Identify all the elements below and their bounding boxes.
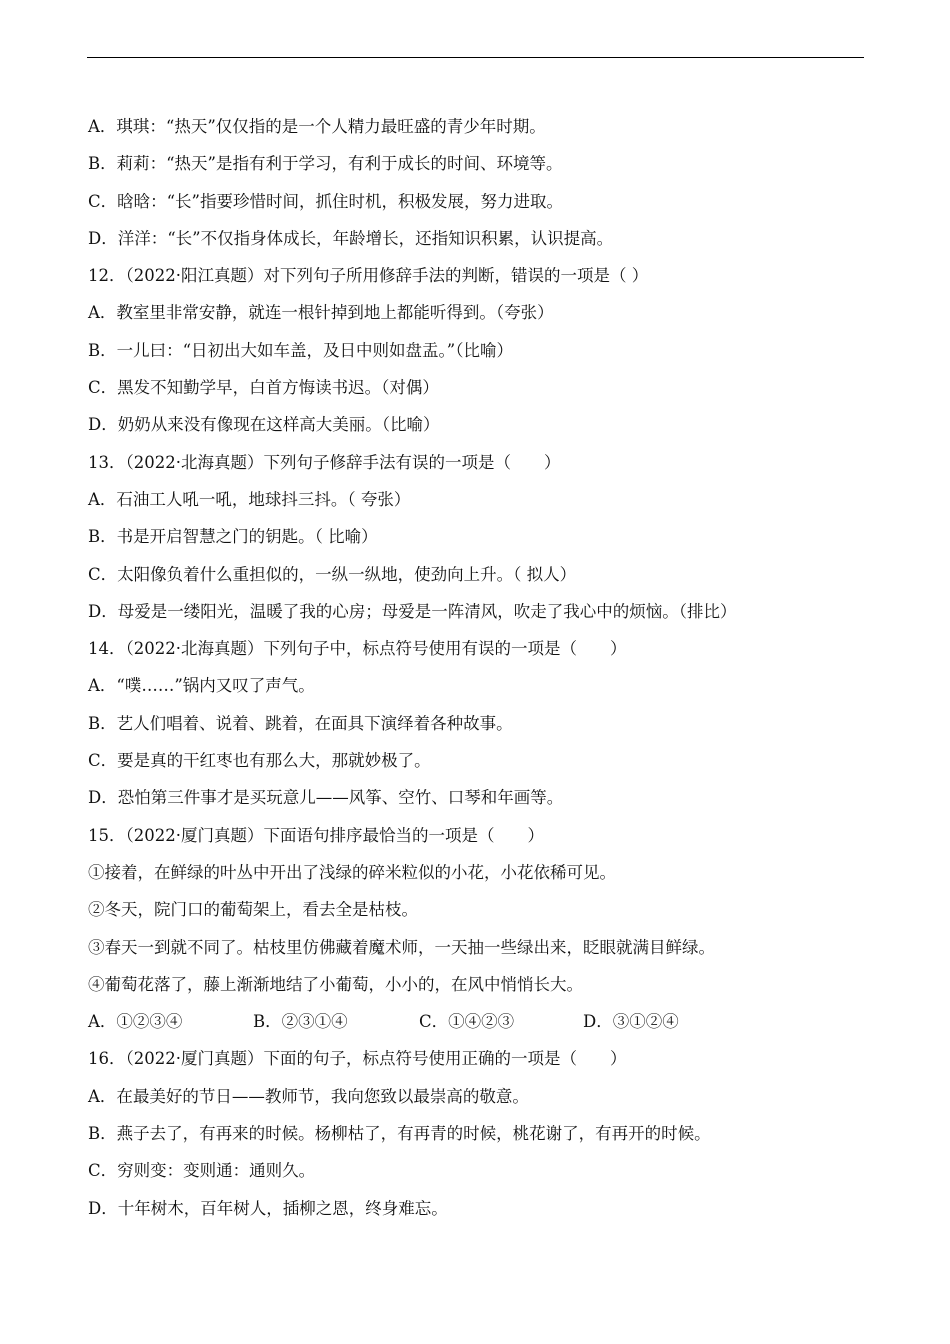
q15-options: [88, 1007, 878, 1044]
q15-option-c: C．①④②③: [419, 1012, 515, 1032]
q15-option-b: B．②③①④: [253, 1012, 348, 1032]
q16-option-c: C．穷则变：变则通：通则久。: [88, 1161, 316, 1181]
q15-option-d: D．③①②④: [583, 1012, 679, 1032]
q14-option-d: D．恐怕第三件事才是买玩意儿——风筝、空竹、口琴和年画等。: [88, 788, 564, 808]
q14-option-a: A．“噗……”锅内又叹了声气。: [88, 676, 315, 696]
q14-option-b: B．艺人们唱着、说着、跳着，在面具下演绎着各种故事。: [88, 713, 513, 733]
q12-option-a: A．教室里非常安静，就连一根针掉到地上都能听得到。（夸张）: [88, 303, 554, 323]
q12-stem: 12．（2022·阳江真题）对下列句子所用修辞手法的判断，错误的一项是（ ）: [88, 266, 649, 286]
q13-option-a: A．石油工人吼一吼，地球抖三抖。（ 夸张）: [88, 489, 411, 509]
q16-option-d: D．十年树木，百年树人，插柳之恩，终身难忘。: [88, 1198, 448, 1218]
q13-option-b: B．书是开启智慧之门的钥匙。（ 比喻）: [88, 527, 378, 547]
q11-option-c: C．晗晗：“长”指要珍惜时间，抓住时机，积极发展，努力进取。: [88, 191, 563, 211]
q12-option-d: D．奶奶从来没有像现在这样高大美丽。（比喻）: [88, 415, 440, 435]
q13-option-c: C．太阳像负着什么重担似的，一纵一纵地，使劲向上升。（ 拟人）: [88, 564, 577, 584]
q15-sentence-2: ②冬天，院门口的葡萄架上，看去全是枯枝。: [88, 900, 418, 920]
q11-option-d: D．洋洋：“长”不仅指身体成长，年龄增长，还指知识积累，认识提高。: [88, 228, 614, 248]
q14-stem: 14．（2022·北海真题）下列句子中，标点符号使用有误的一项是（ ）: [88, 639, 627, 659]
question-content: [88, 112, 878, 1231]
q11-option-b: B．莉莉：“热天”是指有利于学习，有利于成长的时间、环境等。: [88, 154, 563, 174]
q11-option-a: A．琪琪：“热天”仅仅指的是一个人精力最旺盛的青少年时期。: [88, 117, 546, 136]
q15-stem: 15．（2022·厦门真题）下面语句排序最恰当的一项是（ ）: [88, 825, 544, 845]
q16-option-a: A．在最美好的节日——教师节，我向您致以最崇高的敬意。: [88, 1086, 529, 1106]
q16-stem: 16．（2022·厦门真题）下面的句子，标点符号使用正确的一项是（ ）: [88, 1049, 627, 1069]
header-rule: [87, 57, 864, 58]
q13-stem: 13．（2022·北海真题）下列句子修辞手法有误的一项是（ ）: [88, 452, 561, 472]
q12-option-c: C．黑发不知勤学早，白首方悔读书迟。（对偶）: [88, 378, 439, 398]
q15-sentence-1: ①接着，在鲜绿的叶丛中开出了浅绿的碎米粒似的小花，小花依稀可见。: [88, 862, 616, 882]
q15-sentence-4: ④葡萄花落了，藤上渐渐地结了小葡萄，小小的，在风中悄悄长大。: [88, 974, 583, 994]
q12-option-b: B．一儿曰：“日初出大如车盖，及日中则如盘盂。”（比喻）: [88, 340, 513, 360]
q15-sentence-3: ③春天一到就不同了。枯枝里仿佛藏着魔术师，一天抽一些绿出来，眨眼就满目鲜绿。: [88, 937, 715, 957]
q13-option-d: D．母爱是一缕阳光，温暖了我的心房；母爱是一阵清风，吹走了我心中的烦恼。（排比）: [88, 601, 737, 621]
q15-option-a: A．①②③④: [88, 1012, 183, 1032]
q16-option-b: B．燕子去了，有再来的时候。杨柳枯了，有再青的时候，桃花谢了，有再开的时候。: [88, 1124, 711, 1144]
q14-option-c: C．要是真的干红枣也有那么大，那就妙极了。: [88, 751, 431, 771]
